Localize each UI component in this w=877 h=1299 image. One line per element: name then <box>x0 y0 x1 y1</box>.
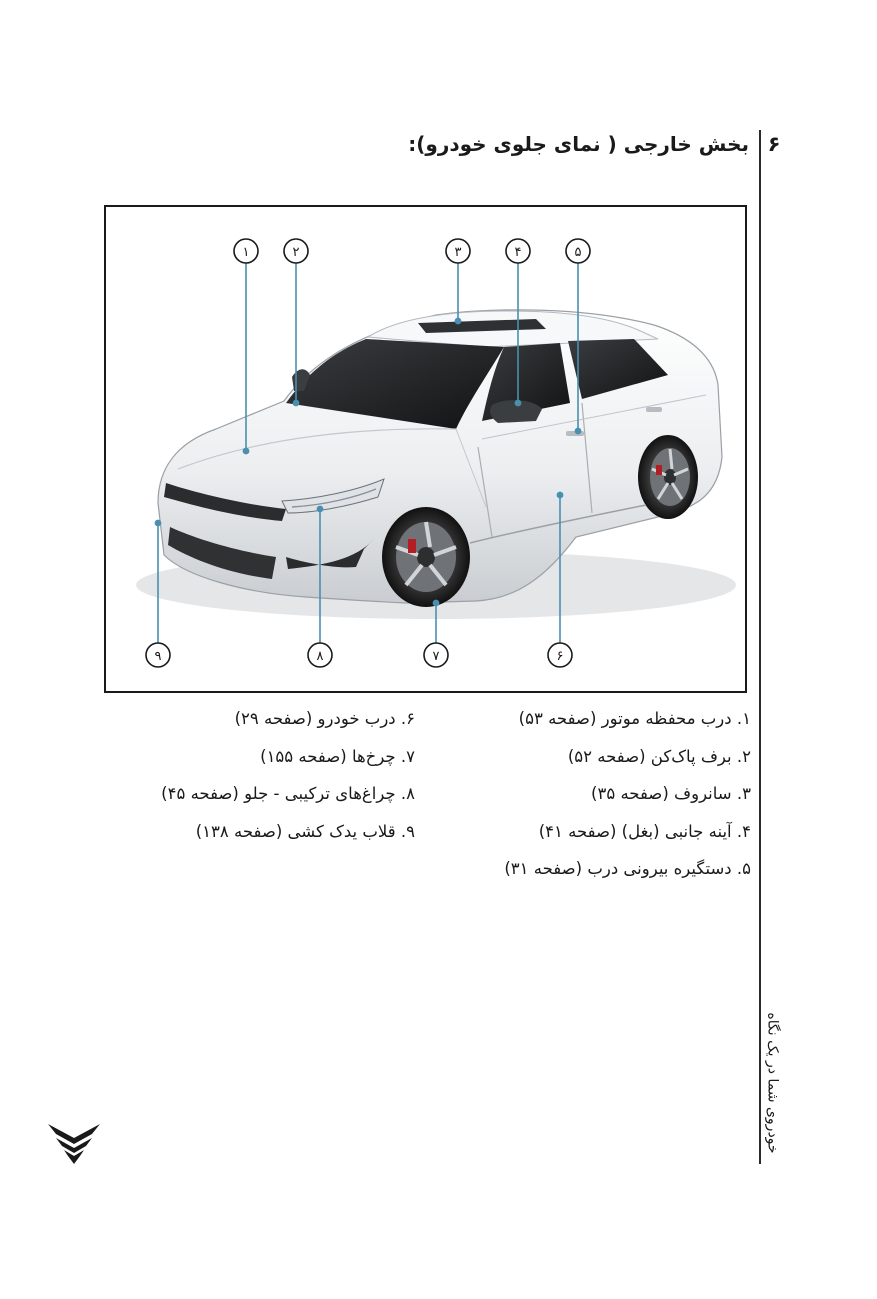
legend-item: ۳. سانروف (صفحه ۳۵) <box>591 784 751 803</box>
legend-item: ۵. دستگیره بیرونی درب (صفحه ۳۱) <box>504 859 751 878</box>
legend-item: ۸. چراغ‌های ترکیبی - جلو (صفحه ۴۵) <box>161 784 415 803</box>
car-exterior-figure <box>104 205 747 693</box>
legend-item: ۲. برف پاک‌کن (صفحه ۵۲) <box>567 746 751 766</box>
brand-wings-logo-icon <box>46 1122 102 1166</box>
section-title: بخش خارجی ( نمای جلوی خودرو): <box>408 132 749 156</box>
callout-label: ۹ <box>154 649 162 664</box>
callout-label: ۲ <box>292 245 300 260</box>
chapter-caption-text: خودروی شما در یک نگاه <box>765 1012 781 1154</box>
callout-label: ۶ <box>556 649 564 664</box>
legend-right-column <box>504 700 751 888</box>
car-illustration <box>106 207 745 691</box>
legend-item: ۴. آینه جانبی (بغل) (صفحه ۴۱) <box>538 821 751 841</box>
callout-label: ۷ <box>432 649 440 664</box>
legend-item: ۹. قلاب یدک کشی (صفحه ۱۳۸) <box>195 821 415 841</box>
callout-label: ۴ <box>514 245 522 260</box>
legend-item: ۶. درب خودرو (صفحه ۲۹) <box>234 709 415 728</box>
legend-left-column <box>161 700 415 850</box>
rear-wheel <box>638 435 698 519</box>
legend-item: ۷. چرخ‌ها (صفحه ۱۵۵) <box>260 746 415 766</box>
callout-label: ۱ <box>242 245 250 260</box>
front-wheel <box>382 507 470 607</box>
callout-label: ۸ <box>316 649 324 664</box>
legend-item: ۱. درب محفظه موتور (صفحه ۵۳) <box>518 709 751 728</box>
chapter-side-caption <box>760 1000 786 1166</box>
page-number: ۶ <box>767 132 781 156</box>
callout-label: ۳ <box>454 245 462 260</box>
callout-label: ۵ <box>574 245 582 260</box>
